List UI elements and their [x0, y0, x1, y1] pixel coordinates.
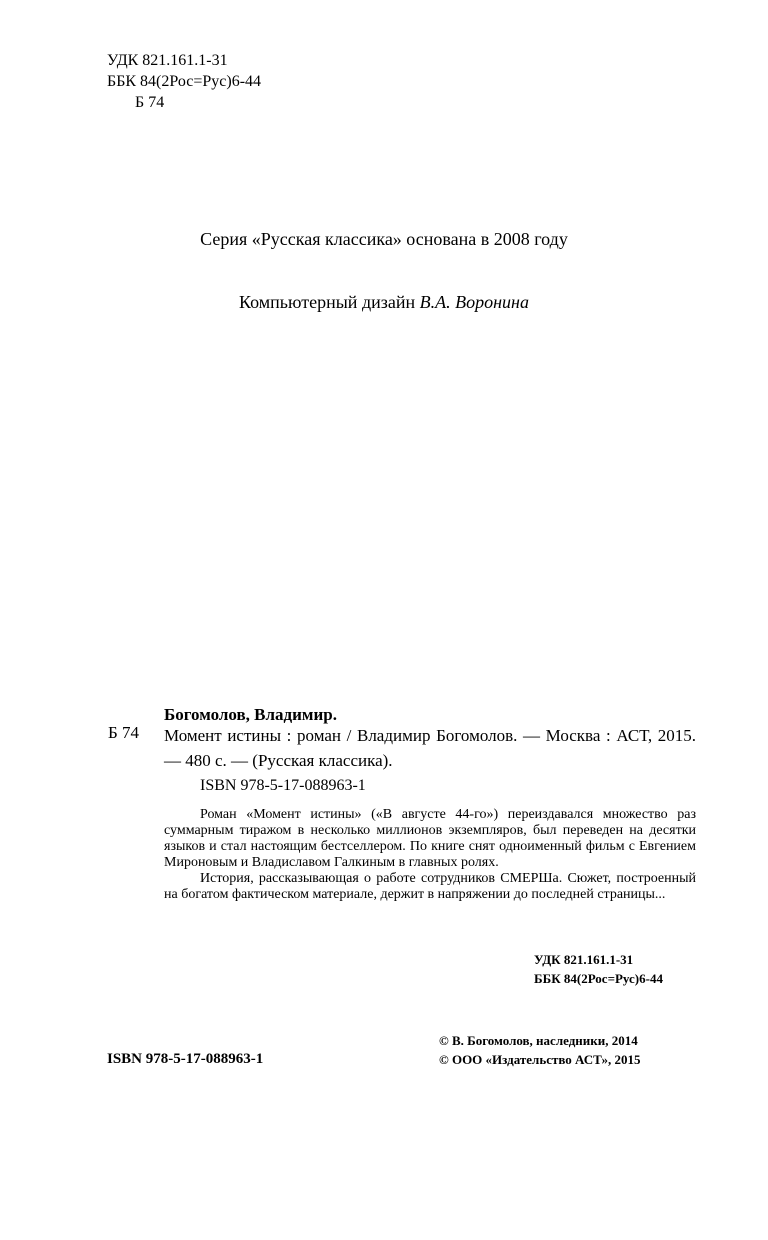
bbk-code: ББК 84(2Рос=Рус)6-44 [107, 73, 262, 90]
catalog-isbn: ISBN 978-5-17-088963-1 [200, 777, 366, 794]
catalog-description: Момент истины : роман / Владимир Богомолов. — Москва : АСТ, 2015. — 480 с. — (Русская классика). [164, 726, 696, 770]
catalog-udk: УДК 821.161.1-31 [534, 952, 634, 967]
copyright-author: © В. Богомолов, наследники, 2014 [439, 1033, 638, 1048]
catalog-bbk: ББК 84(2Рос=Рус)6-44 [534, 971, 663, 986]
annotation-paragraph: Роман «Момент истины» («В августе 44-го») переиздавался множество раз суммарным тиражом в несколько миллионов экземпляров, был переведен на десятки языков и стал настоящим бестселлером. По книге снят одноименный фильм с Евгением Мироновым и Владиславом Галкиным в главных ролях. [164, 807, 696, 870]
copyright-block [439, 1031, 641, 1069]
udk-code: УДК 821.161.1-31 [107, 52, 228, 69]
header-codes [107, 50, 261, 113]
annotation-paragraph: История, рассказывающая о работе сотрудников СМЕРШа. Сюжет, построенный на богатом фактическом материале, держит в напряжении до последней страницы... [164, 871, 696, 902]
catalog-author: Богомолов, Владимир. [164, 705, 337, 724]
copyright-publisher: © ООО «Издательство АСТ», 2015 [439, 1052, 641, 1067]
footer-isbn: ISBN 978-5-17-088963-1 [107, 1051, 264, 1067]
design-prefix: Компьютерный дизайн [239, 292, 416, 312]
designer-name: В.А. Воронина [419, 292, 529, 312]
annotation [164, 807, 696, 903]
series-statement: Серия «Русская классика» основана в 2008 году [200, 229, 568, 249]
catalog-author-mark: Б 74 [108, 723, 140, 742]
design-credit [0, 292, 768, 313]
author-mark: Б 74 [135, 94, 165, 111]
catalog-codes [534, 950, 663, 988]
